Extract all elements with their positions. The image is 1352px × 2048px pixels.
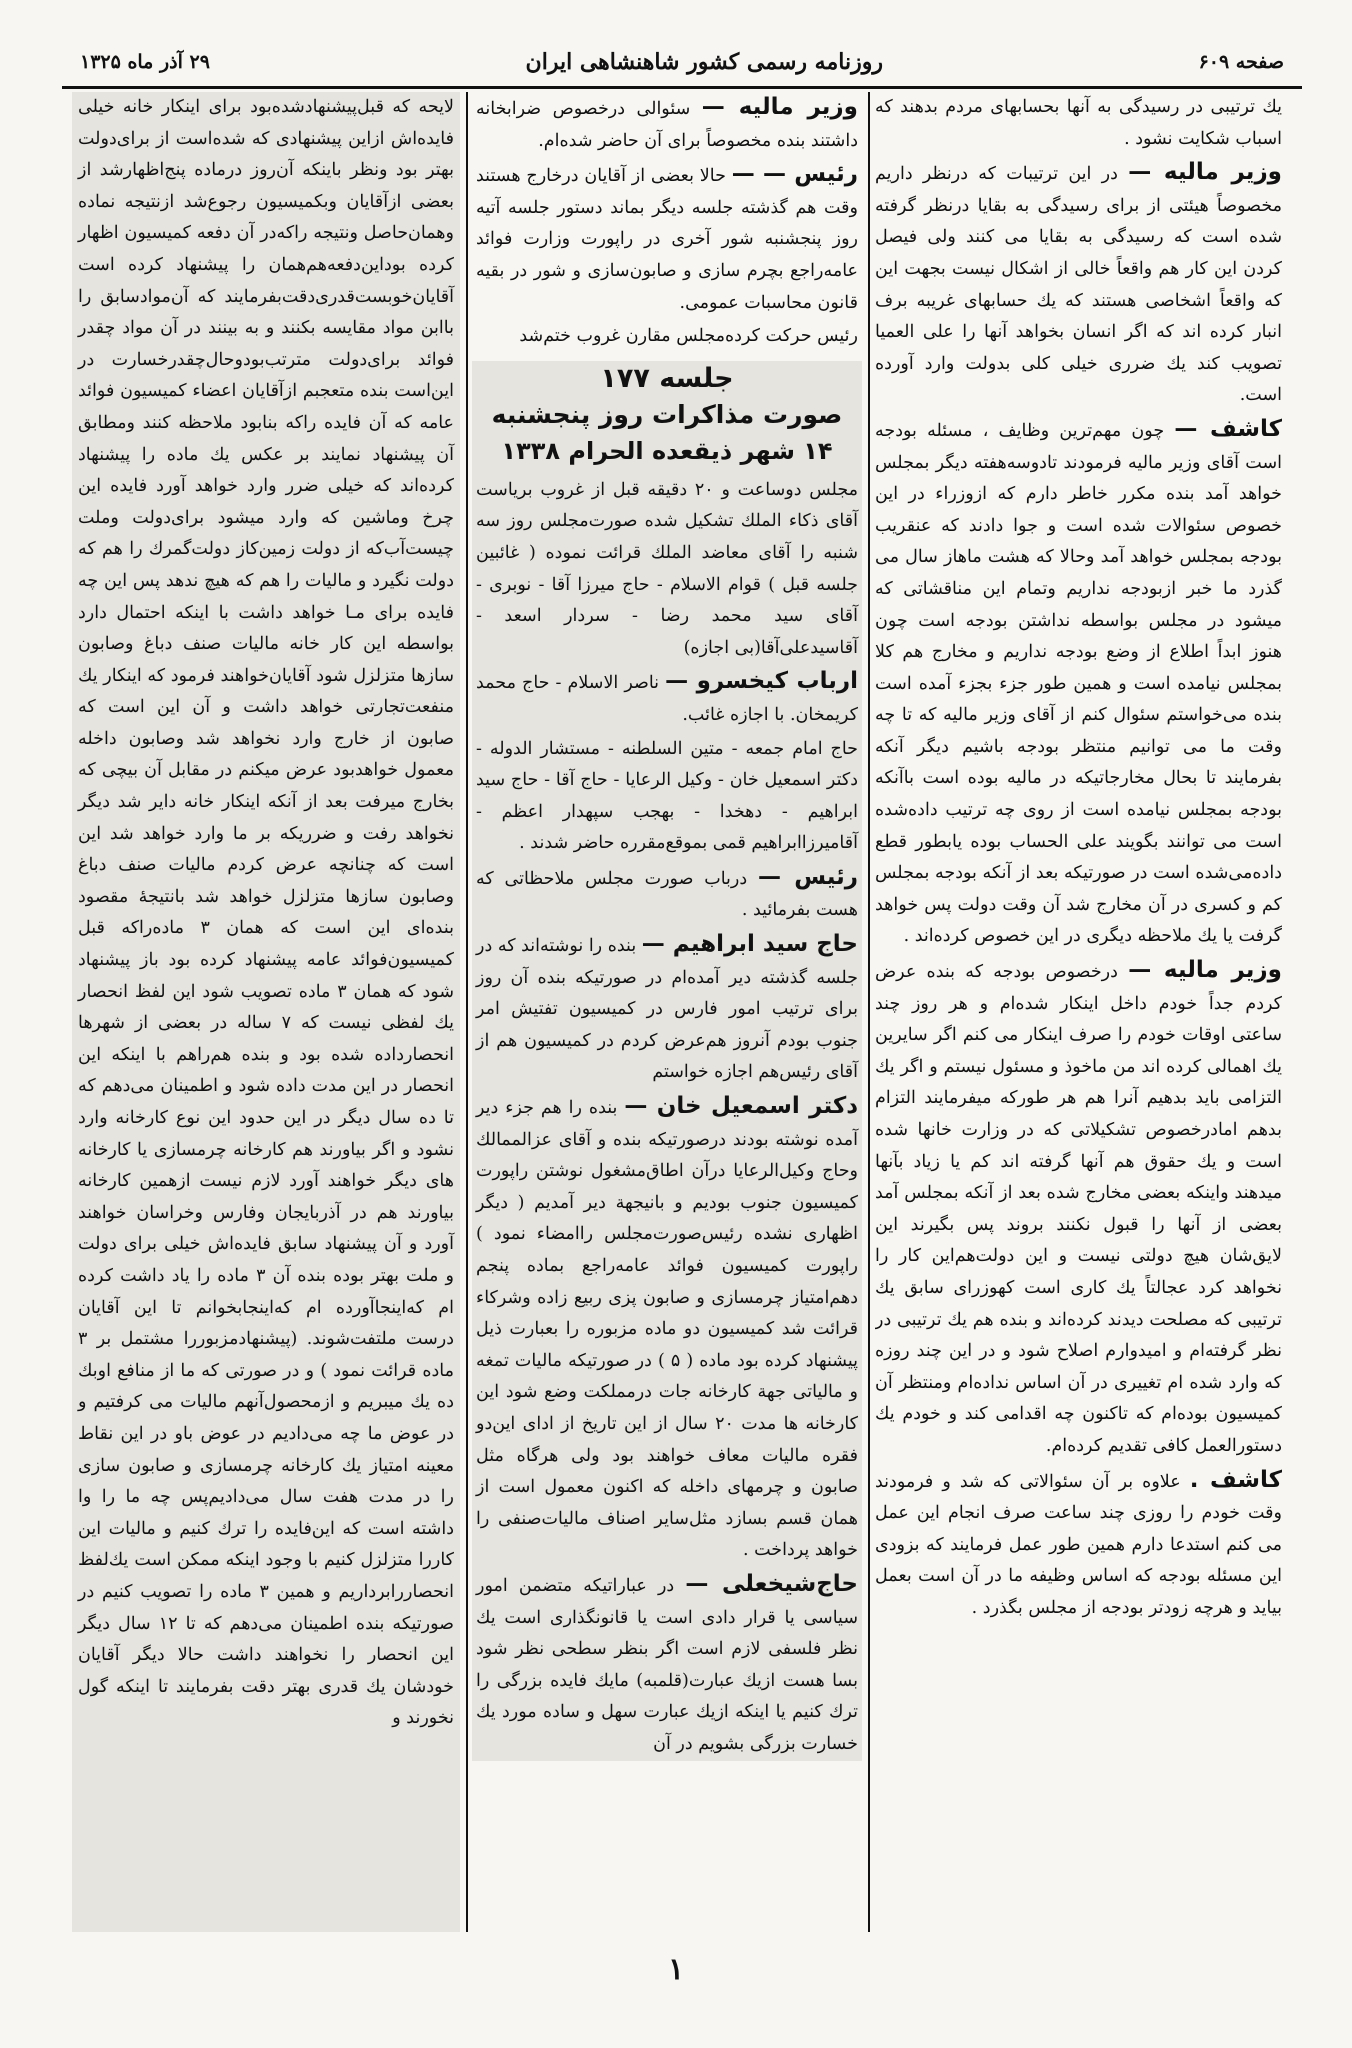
speaker-name: وزیر مالیه — bbox=[1128, 957, 1282, 984]
column-divider-right bbox=[868, 92, 870, 1932]
issue-date: ۲۹ آذر ماه ۱۳۲۵ bbox=[80, 51, 210, 73]
footer-mark: ۱ bbox=[667, 1952, 685, 1987]
paragraph: رئیس — درباب صورت مجلس ملاحظاتی که هست بفرمائید . bbox=[476, 863, 858, 921]
header-rule bbox=[62, 86, 1302, 89]
column-middle bbox=[472, 92, 862, 1932]
paragraph: لایحه که قبل‌پیشنهاد‌شده‌بود برای اینکار خانه خیلی فایده‌اش ازاین پیشنهادی که شده‌است از برای‌دولت بهتر بود ونظر باینکه آن‌روز درماده پنج‌اظهار‌شد از بعضی ازآقایان وبکمیسیون رجوع‌شد ازنتیجه نماده وهمان‌حاصل ونتیجه راکه‌در آن دفعه کمیسیون اظهار کرده بود‌این‌دفعه‌هم‌همان را پیشنهاد کرده است آقایان‌خوبست‌قدری‌دقت‌بفرمایند که آن‌موادسابق را باابن مواد مقایسه بکنند و به بینند در آن مواد چقدر فوائد برای‌دولت مترتب‌بود‌وحال‌چقدرخسارت در این‌است بنده متعجبم ازآقایان اعضاء کمیسیون فوائد عامه که آن فایده راکه بنابود ملاحظه کنند ومطابق آن پیشنهاد نمایند بر عکس یك ماده را پیشنهاد کرده‌اند که خیلی ضرر وارد خواهد آورد فایده این چرخ وماشین که وارد میشود برای‌دولت وملت چیست‌آب‌که از دولت زمین‌کاز دولت‌گمرك را هم که دولت نگیرد و مالیات را هم که هیچ ندهد پس این چه فایده برای مـا خواهد داشت با اینکه احتمال دارد بواسطه این کار خانه مالیات صنف دباغ وصابون سازها متزلزل شود آقایان‌خواهند فرمود که اینکار یك منفعت‌تجارتی خواهد داشت و آن این است که صابون از خارج وارد نخواهد شد وصابون داخله معمول خواهد‌بود عرض میکنم در مقابل آن بیچی که بخارج میرفت بعد از آنکه اینکار خانه دایر شد دیگر نخواهد رفت و ضرریکه بر ما وارد خواهد شد این است که چنانچه عرض کردم مالیات صنف دباغ وصابون سازها متزلزل خواهد شد بانتیجهٔ مقصود بنده‌ای این است که همان ۳ ماده‌راکه قبل کمیسیون‌فوائد عامه پیشنهاد کرده بود باز پیشنهاد شود که همان ۳ ماده تصویب شود این لفظ انحصار یك لفظی نیست که ۷ ساله در بعضی از شهرها انحصارداده شده بود و بنده هم‌راهم با اینکه این انحصار در این مدت داده شود و اطمینان می‌دهم که تا ده سال دیگر در این حدود این نوع کارخانه وارد نشود و اگر بیاورند هم کارخانه چرمسازی یا کارخانه های دیگر خواهند آورد لازم نیست ازهمین کارخانه بیاورند هم در آذربایجان وفارس وخراسان خواهند آورد و آن پیشنهاد سابق فایده‌اش خیلی برای دولت و ملت بهتر بوده بنده آن ۳ ماده را یاد داشت کرده ام که‌اینجا‌آورده ام که‌اینجابخوانم تا این آقایان درست ملتفت‌شوند. (پیشنهادمزبوررا مشتمل بر ۳ ماده قرائت نمود ) و در صورتی که ما از منافع اوبك ده یك میبریم و ازمحصول‌آنهم مالیات می کرفتیم و در عوض ما چه می‌دادیم در عوض باو در این نقاط معینه امتیاز یك کارخانه چرمسازی و صابون سازی را در مدت هفت سال می‌دادیم‌پس چه ما را وا داشته است که این‌فایده را ترك کنیم و مالیات این کاررا متزلزل کنیم با وجود اینکه ممکن است یك‌لفظ انحصاررابرداریم و همین ۳ ماده را تصویب کنیم در صورتیکه بنده اطمینان می‌دهم که تا ۱۲ سال دیگر این انحصار را نخواهند داشت حالا دیگر آقایان خودشان یك قدری بهتر دقت بفرمایند تا اینکه گول نخورند و bbox=[78, 97, 454, 1729]
speaker-name: رئیس — bbox=[757, 863, 858, 890]
speaker-name: دکتر اسمعیل خان — bbox=[624, 1093, 859, 1120]
paragraph: دکتر اسمعیل خان — بنده را هم جزء دیر آمده نوشته بودند درصورتیکه بنده و آقای عزالممالك وحاج وکیل‌الرعایا درآن اطاق‌مشغول نوشتن راپورت کمیسیون جنوب بودیم و بانیجهة دیر آمدیم ( دیگر اظهاری نشده رئیس‌صورت‌مجلس راامضاء نمود ) راپورت کمیسیون فوائد عامه‌راجع بماده پنجم دهم‌امتیاز چرمسازی و صابون پزی ربیع زاده وشرکاء قرائت شد کمیسیون دو ماده مزبوره را بعبارت ذیل پیشنهاد کرده بود ماده ( ۵ ) در صورتیکه مالیات تمغه و مالیاتی جهة کارخانه جات درمملکت وضع شود این کارخانه ها مدت ۲۰ سال از این تاریخ از ادای این‌دو فقره مالیات معاف خواهند بود ولی هرگاه مثل صابون و چرمهای داخله که اکنون معمول است از همان قسم بسازد مثل‌سایر اصناف مالیات‌صنفی را خواهد پرداخت . bbox=[476, 1093, 859, 1561]
paragraph: وزیر مالیه — سئوالی درخصوص ضرابخانه داشتند بنده مخصوصاً برای آن حاضر شده‌ام. bbox=[476, 94, 858, 151]
newspaper-title: روزنامه رسمی کشور شاهنشاهی ایران bbox=[525, 49, 883, 75]
column-right bbox=[875, 92, 1282, 1932]
speaker-name: کاشف — bbox=[1174, 415, 1282, 442]
paragraph: وزیر مالیه — در این ترتیبات که درنظر داریم مخصوصاً هیئتی از برای رسیدگی به بقایا درنظر گرفته شده است که رسیدگی به بقایا می کنند ولی فیصل کردن این کار هم واقعاً خالی از اشکال نیست بجهت این که واقعاً اشخاصی هستند که یك حسابهای غریبه برف انبار کرده اند که اگر انسان بخواهد آنها را علی العمیا تصویب کند یك ضرری خیلی کلی بدولت وارد آورده است. bbox=[875, 159, 1282, 406]
session-number: جلسه ۱۷۷ bbox=[600, 362, 734, 394]
paragraph: رئیس — — حالا بعضی از آقایان درخارج هستند وقت هم گذشته جلسه دیگر بماند دستور جلسه آتیه روز پنجشنبه شور آخری در راپورت وزارت فوائد عامه‌راجع بچرم سازی و صابون‌سازی و شور در بقیه قانون محاسبات عمومی. bbox=[476, 161, 858, 313]
speaker-name: حاج سید ابراهیم — bbox=[641, 931, 859, 958]
session-date: ۱۴ شهر ذیقعده الحرام ۱۳۳۸ bbox=[501, 436, 833, 465]
speaker-name: رئیس — — bbox=[731, 161, 858, 188]
paragraph: کاشف — چون مهم‌ترین وظایف ، مسئله بودجه است آقای وزیر مالیه فرمودند تادوسه‌هفته دیگر بمجلس خواهد آمد بنده مکرر خاطر دارم که ازوزراء در این خصوص سئوالات شده است و جوا دادند که عنقریب بودجه بمجلس خواهد آمد وحالا که هشت ماهاز سال می گذرد ما خبر ازبودجه نداریم وتمام این مناقشاتی که میشود در مجلس بواسطه نداشتن بودجه است چون هنوز ابداً اطلاع از وضع بودجه نداریم و مخارج هم کلا بمجلس نیامده است و همین طور جزء بجزء آمده است بنده می‌خواستم سئوال کنم از آقای وزیر مالیه که تا چه وقت ما می توانیم منتظر بودجه باشیم دیگر آنکه بفرمایند تا بحال مخارجاتیکه در مالیه بوده است باآنکه بودجه بمجلس نیامده است از روی چه ترتیب داده‌شده است می توانند بگویند علی الحساب بوده یابطور قطع داده‌می‌شده است در صورتیکه بعد از آنکه بودجه بمجلس کم و کسری در آن مخارج شد آن وقت دولت پس خواهد گرفت یا یك ملاحظه دیگری در این خصوص کرده‌اند . bbox=[875, 415, 1282, 947]
paragraph: یك ترتیبی در رسیدگی به آنها بحسابهای مردم بدهند که اسباب شکایت نشود . bbox=[875, 97, 1282, 149]
paragraph: وزیر مالیه — درخصوص بودجه که بنده عرض کردم جداً خودم داخل اینکار شده‌ام و هر روز چند ساعتی اوقات خودم را صرف اینکار می کنم اگر سایرین یك اهمالی کرده اند من ماخوذ و مسئول نیستم و اگر یك التزامی باید بدهیم آنرا هم هر طورکه میفرمایند التزام بدهم امادرخصوص تشکیلاتی که در وزارت خانها شده است و یك حقوق هم آنها گرفته اند کم یا زیاد بآنها میدهند واینکه بعضی مخارج شده بعد از آنکه بمجلس آمد بعضی از آنها را قبول نکنند بروند پس بگیرند این لایق‌شان هیچ دولتی نیست و این دولت‌هم‌این کار را نخواهد کرد عجالتاً یك کاری است کهوزرای سابق یك ترتیبی که مصلحت دیدند کرده‌اند و بنده هم یك ترتیبی در نظر گرفته‌ام و امیدوارم اصلاح شود و در این چند روزه که وارد شده ام تغییری در آن اساس نداده‌ام ومنتظر آن کمیسیون بوده‌ام که تاکنون چه اقدامی کند و خودم یك دستورالعمل کافی تقدیم کرده‌ام. bbox=[875, 957, 1282, 1456]
paragraph: حاج‌شیخعلی — در عباراتیکه متضمن امور سیاسی یا قرار دادی است یا قانونگذاری است یك نظر فلسفی لازم است اگر بنظر سطحی نظر شود بسا هست ازیك عبارت(قلمبه) مایك فایده بزرگی را ترك کنیم یا اینکه ازیك عبارت سهل و ساده مورد یك خسارت بزرگی بشویم در آن bbox=[476, 1570, 858, 1754]
column-left bbox=[72, 92, 460, 1932]
paragraph: حاج امام جمعه - متین السلطنه - مستشار الدوله - دکتر اسمعیل خان - وکیل الرعایا - حاج آقا - حاج سید ابراهیم - دهخدا - بهجب سپهدار اعظم - آقامیرزاابراهیم قمی بموقع‌مقرره حاضر شدند . bbox=[476, 738, 858, 854]
page-header bbox=[62, 40, 1302, 84]
paragraph: کاشف . علاوه بر آن سئوالاتی که شد و فرمودند وقت خودم را روزی چند ساعت صرف انجام این عمل می کنم استدعا دارم همین طور عمل فرمایند که بزودی این مسئله بودجه که اساس وظیفه ما در آن است بعمل بیاید و هرچه زودتر بودجه از مجلس بگذرد . bbox=[875, 1466, 1282, 1618]
column-divider-left bbox=[466, 92, 468, 1932]
session-heading bbox=[476, 361, 858, 469]
speaker-name: وزیر مالیه — bbox=[701, 94, 858, 120]
speaker-name: حاج‌شیخعلی — bbox=[685, 1570, 858, 1597]
speaker-name: ارباب کیخسرو — bbox=[665, 668, 858, 695]
speaker-name: کاشف . bbox=[1189, 1466, 1282, 1493]
adjournment-note: رئیس حرکت کرده‌مجلس مقارن غروب ختم‌شد bbox=[519, 326, 858, 347]
paragraph: حاج سید ابراهیم — بنده را نوشته‌اند که در جلسه گذشته دیر آمده‌ام در صورتیکه بنده آن روز برای ترتیب امور فارس در کمیسیون تفتیش امر جنوب بودم آنروز هم‌عرض کردم در کمیسیون هم از آقای رئیس‌هم اجازه خواستم bbox=[476, 931, 859, 1083]
new-session-block bbox=[472, 361, 862, 1761]
paragraph: ارباب کیخسرو — ناصر الاسلام - حاج محمد کریمخان. با اجازه غائب. bbox=[476, 668, 858, 725]
speaker-name: وزیر مالیه — bbox=[1128, 159, 1282, 186]
page-number: صفحه ۶۰۹ bbox=[1198, 51, 1284, 73]
session-title: صورت مذاکرات روز پنجشنبه bbox=[491, 399, 843, 429]
paragraph: مجلس دوساعت و ۲۰ دقیقه قبل از غروب بریاست آقای ذکاء الملك تشکیل شده صورت‌مجلس روز سه شنبه را آقای معاضد الملك قرائت نموده ( غائبین جلسه قبل ) قوام الاسلام - حاج میرزا آقا - نوبری - آقای سید محمد رضا - سردار اسعد - آقاسیدعلی‌آقا(بی اجازه) bbox=[476, 479, 859, 658]
